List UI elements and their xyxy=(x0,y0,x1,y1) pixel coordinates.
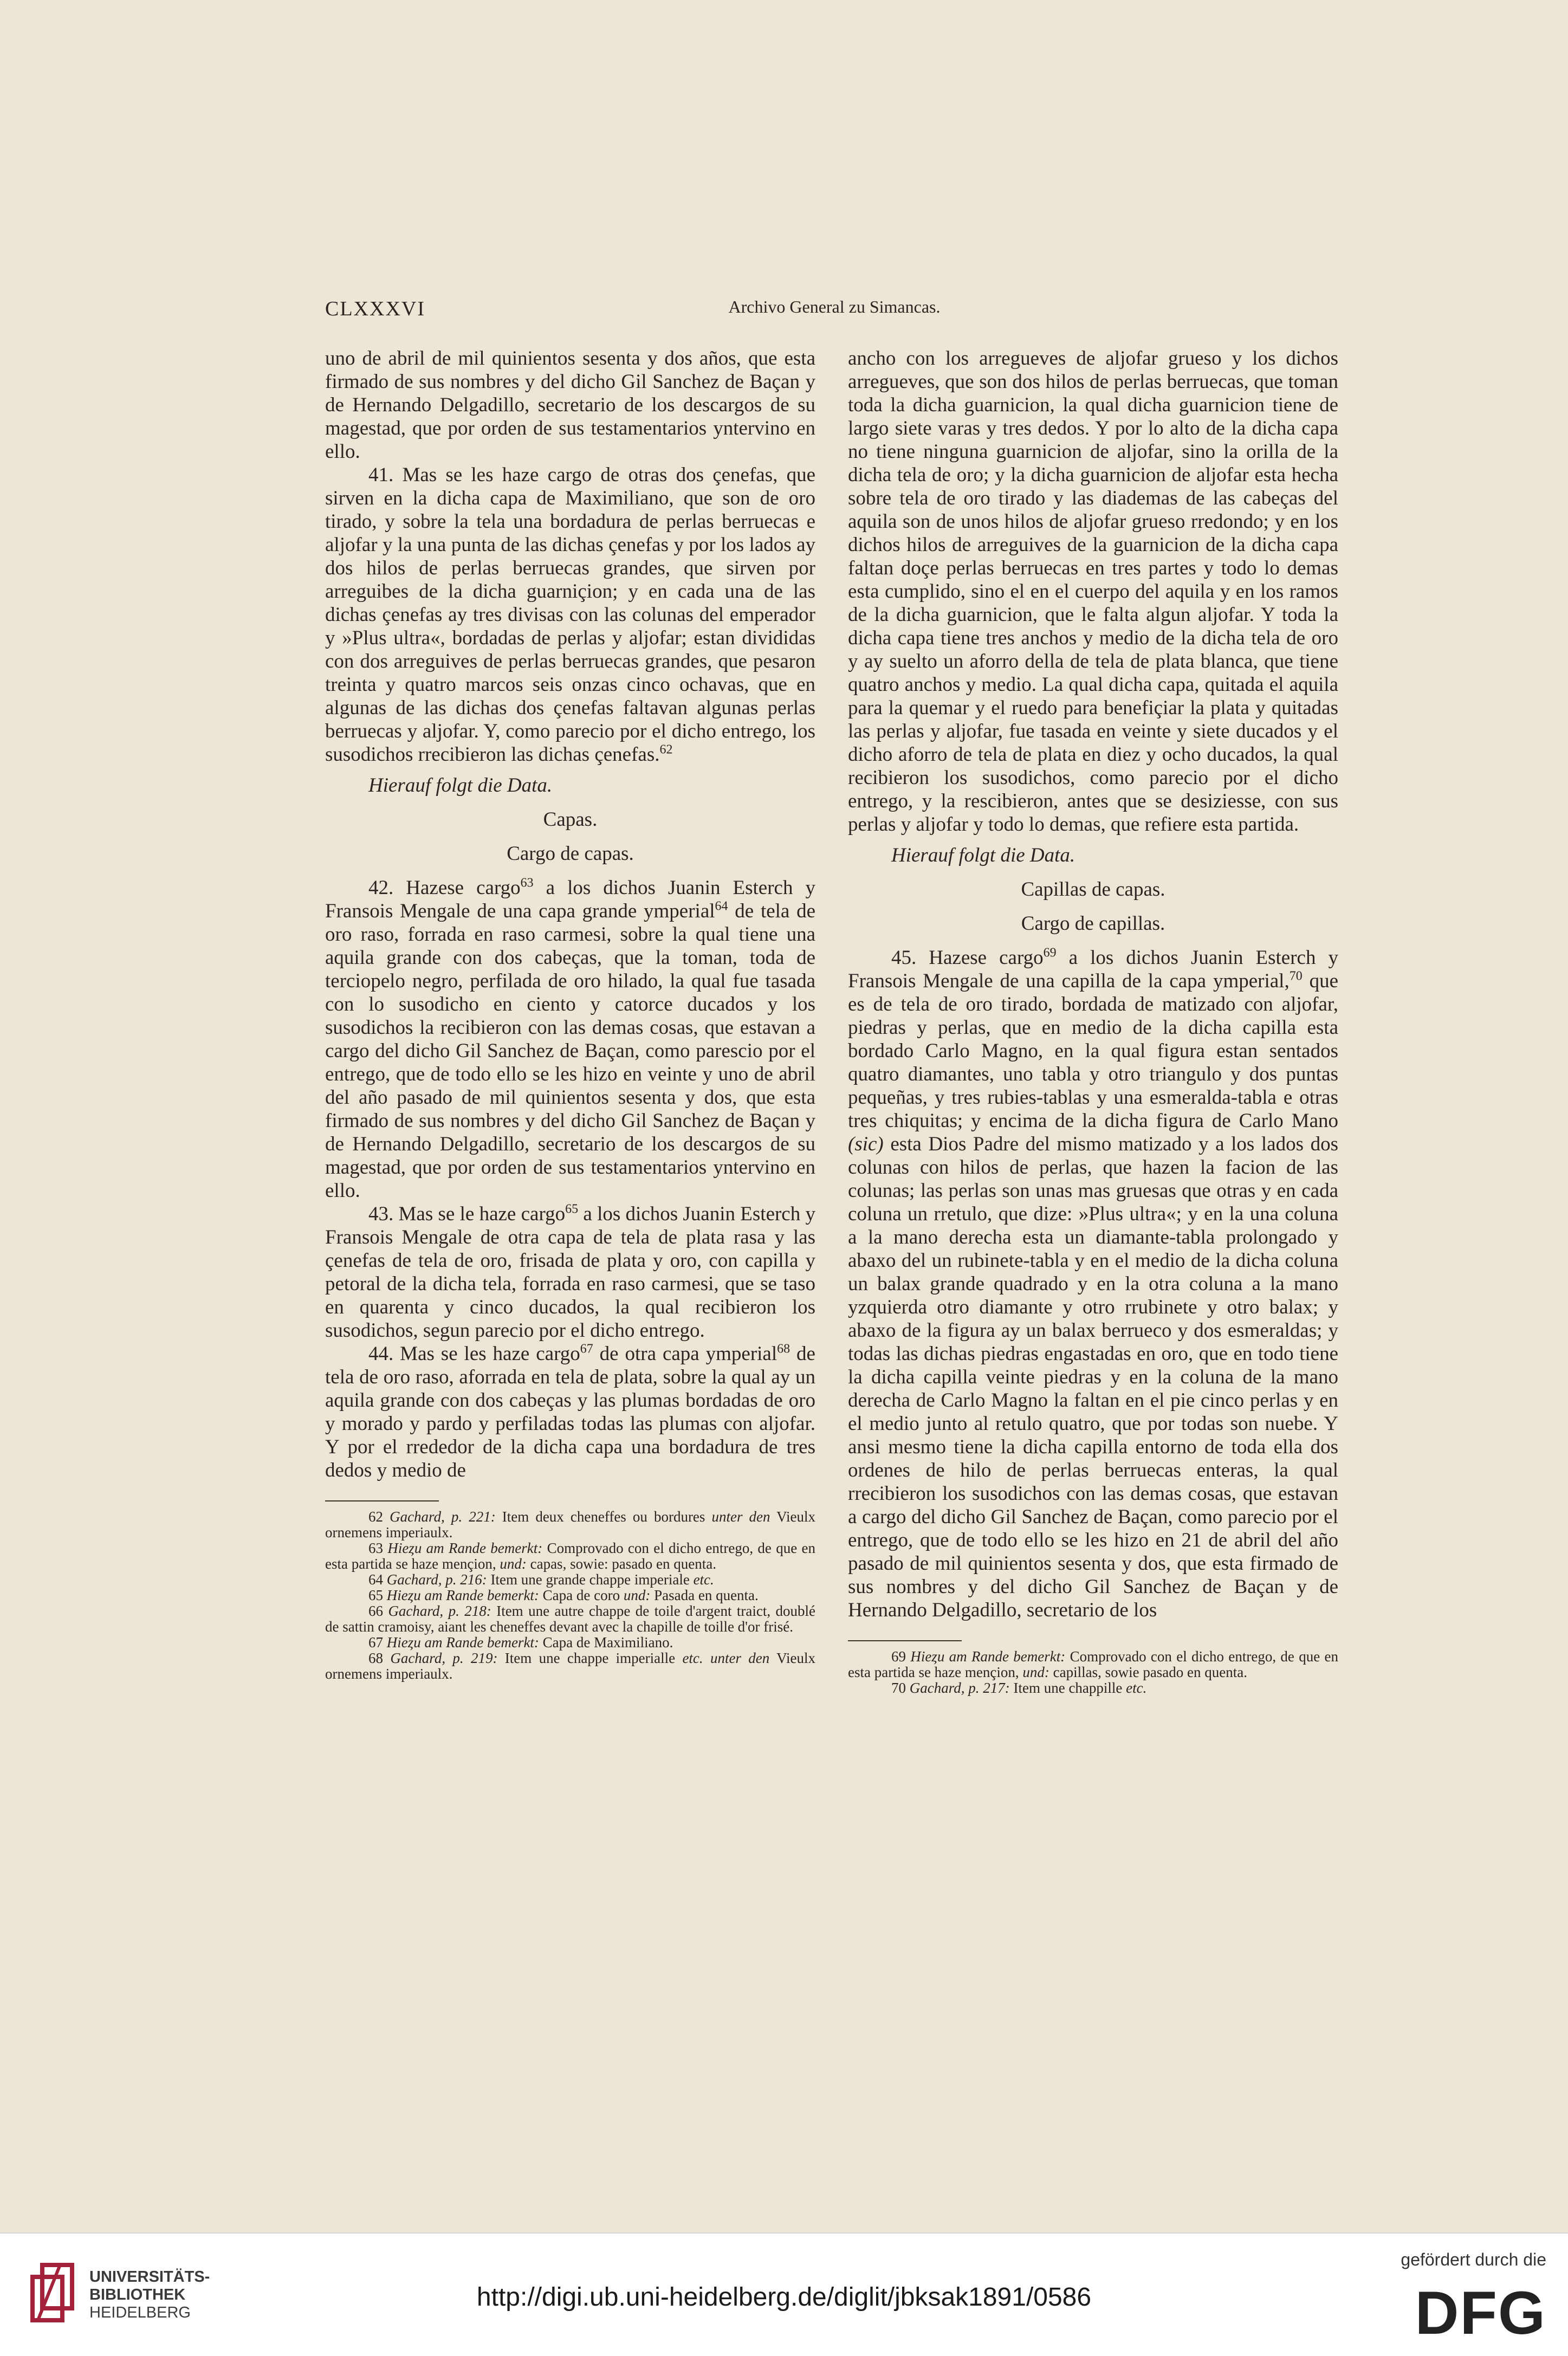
data-note: Hierauf folgt die Data. xyxy=(368,774,553,797)
viewer-footer xyxy=(0,2232,1568,2356)
dfg-logo: DFG xyxy=(1415,2279,1546,2347)
footnote: 68 Gachard, p. 219: Item une chappe imperialle etc. unter den Vieulx ornemens imperiaulx. xyxy=(325,1650,815,1682)
right-column xyxy=(848,347,1338,1696)
footnote-rule xyxy=(848,1640,962,1641)
page-number: CLXXXVI xyxy=(325,297,425,320)
footnote-rule xyxy=(325,1500,439,1501)
left-column xyxy=(325,347,815,1682)
data-note: Hierauf folgt die Data. xyxy=(891,844,1075,866)
footnote: 67 Hieȥu am Rande bemerkt: Capa de Maximiliano. xyxy=(368,1634,673,1651)
paragraph-45: 45. Hazese cargo$^{69}$ a los dichos Juanin Esterch y Fransois Mengale de una capilla de la capa ymperial,$^{70}$ que es de tela de oro tirado, bordada de matizado con aljofar, piedras y perlas, que en medio de la dicha capilla esta bordado Carlo Magno, en la qual figura estan sentados quatro diamantes, uno tabla y otro triangulo y dos puntas pequeñas, y tres rubies-tablas y una esmeralda-tabla e otras tres chiquitas; y encima de la dicha figura de Carlo Mano (sic) esta Dios Padre del mismo matizado y a los lados dos colunas con hilos de perlas, que hazen la facion de las colunas; las perlas son unas mas gruesas que otras y en cada coluna un rretulo, que dize: »Plus ultra«; y en la una coluna a la mano derecha esta un diamante-tabla prolongado y abaxo del un rubinete-tabla y en el medio de la dicha coluna un balax grande quadrado y en la otra coluna a la mano yzquierda otro diamante y otro rrubinete y otro balax; y abaxo de la figura ay un balax berrueco y dos esmeraldas; y todas las dichas piedras engastadas en oro, que en todo tiene la dicha capilla veinte piedras y en la coluna de la mano derecha de Carlo Magno la faltan en el pie cinco perlas y en el medio junto al retulo quatro, que por todas son nuebe. Y ansi mesmo tiene la dicha capilla entorno de toda ella dos ordenes de hilo de perlas berruecas enteras, la qual rrecibieron los susodichos con las demas cosas, que estavan a cargo del dicho Gil Sanchez de Baçan, como parecio por el entrego, que de todo ello se les hizo en 21 de abril del año pasado de mil quinientos sesenta y dos, que esta firmado de sus nombres y del dicho Gil Sanchez de Baçan y de Hernando Delgadillo, secretario de los xyxy=(848,946,1338,1621)
footnote-ref[interactable]: 65 xyxy=(565,1202,579,1216)
library-name: UNIVERSITÄTS- BIBLIOTHEK HEIDELBERG xyxy=(89,2268,210,2321)
footnote-ref[interactable]: 62 xyxy=(659,742,673,757)
footnote-ref[interactable]: 70 xyxy=(1289,969,1303,983)
footnote: 66 Gachard, p. 218: Item une autre chappe de toile d'argent traict, doublé de sattin cramoisy, aiant les cheneffes devant avec la chapille de toille d'or frisé. xyxy=(325,1603,816,1635)
paragraph-continued: ancho con los arregueves de aljofar grueso y los dichos arregueves, que son dos hilos de perlas berruecas, que toman toda la dicha guarnicion, la qual dicha guarnicion tiene de largo siete varas y tres dedos. Y por lo alto de la dicha capa no tiene ninguna guarnicion de aljofar, sino la orilla de la dicha tela de oro; y la dicha guarnicion de aljofar esta hecha sobre tela de oro tirado y las diademas de las cabeças del aquila son de unos hilos de aljofar grueso rredondo; y en los dichos hilos de arreguives de la guarnicion de la dicha capa faltan doçe perlas berruecas en tres partes y todo lo demas esta cumplido, sino el en el cuerpo del aquila y en los ramos de la dicha guarnicion, que le falta algun aljofar. Y toda la dicha capa tiene tres anchos y medio de la dicha tela de oro y ay suelto un aforro della de tela de plata blanca, que tiene quatro anchos y medio. La qual dicha capa, quitada el aquila para la quemar y el ruedo para benefiçiar la plata y quitadas las perlas y aljofar, fue tasada en veinte y siete ducados y el dicho aforro de tela de plata en diez y ocho ducados, la qual recibieron los susodichos, como parecio por el dicho entrego, y la rescibieron, antes que se desiziesse, con sus perlas y aljofar y todo lo demas, que refiere esta partida. xyxy=(848,347,1338,836)
running-title: Archivo General zu Simancas. xyxy=(728,297,941,316)
footnote-ref[interactable]: 67 xyxy=(580,1342,593,1356)
paragraph-continued: uno de abril de mil quinientos sesenta y dos años, que esta firmado de sus nombres y del dicho Gil Sanchez de Baçan y de Hernando Delgadillo, secretario de los descargos de su magestad, que por orden de sus testamentarios yntervino en ello. xyxy=(325,347,815,463)
footnote: 70 Gachard, p. 217: Item une chappille etc. xyxy=(891,1680,1147,1696)
running-head xyxy=(325,297,1344,329)
paragraph-43: 43. Mas se le haze cargo$^{65}$ a los dichos Juanin Esterch y Fransois Mengale de otra capa de tela de plata rasa y las çenefas de tela de oro, frisada de plata y oro, con capilla y petoral de la dicha tela, forrada en raso carmesi, que se taso en quarenta y cinco ducados, la qual recibieron los susodichos, segun parecio por el dicho entrego. xyxy=(325,1202,816,1342)
footnotes-right xyxy=(848,1649,1338,1696)
paragraph-42: 42. Hazese cargo$^{63}$ a los dichos Juanin Esterch y Fransois Mengale de una capa grande ymperial$^{64}$ de tela de oro raso, forrada en raso carmesi, sobre la qual tiene una aquila grande con dos cabeças, que la toman, toda de terciopelo negro, perfilada de oro hilado, la qual fue tasada con lo susodicho en ciento y catorce ducados y los susodichos la recibieron con las demas cosas, que estavan a cargo del dicho Gil Sanchez de Baçan, como parescio por el entrego, que de todo ello se les hizo en veinte y uno de abril del año pasado de mil quinientos sesenta y dos, que esta firmado de sus nombres y del dicho Gil Sanchez de Baçan y de Hernando Delgadillo, secretario de los descargos de su magestad, que por orden de sus testamentarios yntervino en ello. xyxy=(325,876,815,1202)
footnote: 65 Hieȥu am Rande bemerkt: Capa de coro und: Pasada en quenta. xyxy=(368,1587,759,1603)
footnote-ref[interactable]: 64 xyxy=(715,899,728,914)
footnote-ref[interactable]: 68 xyxy=(777,1342,791,1356)
paragraph-44: 44. Mas se les haze cargo$^{67}$ de otra capa ymperial$^{68}$ de tela de oro raso, aforrada en tela de plata, sobre la qual ay un aquila grande con dos cabeças y las plumas bordadas de oro y morado y pardo y perfiladas todas las plumas con aljofar. Y por el rrededor de la dicha capa una bordadura de tres dedos y medio de xyxy=(325,1342,815,1481)
subsection-heading-cargo-capas: Cargo de capas. xyxy=(507,843,634,865)
subsection-heading-cargo-capillas: Cargo de capillas. xyxy=(1021,912,1165,935)
funding-text: gefördert durch die xyxy=(1401,2250,1546,2269)
footnote: 63 Hieȥu am Rande bemerkt: Comprovado con el dicho entrego, de que en esta partida se haze mençion, und: capas, sowie: pasado en quenta. xyxy=(325,1540,816,1572)
footnote: 69 Hieȥu am Rande bemerkt: Comprovado con el dicho entrego, de que en esta partida se haze mençion, und: capillas, sowie pasado en quenta. xyxy=(848,1648,1339,1680)
permalink-url[interactable]: http://digi.ub.uni-heidelberg.de/diglit/jbksak1891/0586 xyxy=(476,2283,1092,2312)
section-heading-capillas: Capillas de capas. xyxy=(1021,878,1165,901)
section-heading-capas: Capas. xyxy=(543,808,598,831)
footnote: 64 Gachard, p. 216: Item une grande chappe imperiale etc. xyxy=(368,1571,714,1588)
footnote-ref[interactable]: 69 xyxy=(1043,946,1057,960)
footnote-ref[interactable]: 63 xyxy=(520,876,534,890)
footnotes-left xyxy=(325,1509,815,1682)
paragraph-41: 41. Mas se les haze cargo de otras dos çenefas, que sirven en la dicha capa de Maximiliano, que son de oro tirado, y sobre la tela una bordadura de perlas berruecas e aljofar y la una punta de las dichas çenefas y por los lados ay dos hilos de perlas berruecas grandes, que sirven por arreguibes de la dicha guarniçion; y en cada una de las dichas çenefas ay tres divisas con las colunas del emperador y »Plus ultra«, bordadas de perlas y aljofar; estan divididas con dos arreguives de perlas berruecas grandes, que pesaron treinta y quatro marcos seis onzas cinco ochavas, que en algunas de las dichas dos çenefas faltavan algunas perlas berruecas y aljofar. Y, como parecio por el dicho entrego, los susodichos rrecibieron las dichas çenefas.$^{62}$ xyxy=(325,464,815,766)
footnote: 62 Gachard, p. 221: Item deux cheneffes ou bordures unter den Vieulx ornemens imperiaulx. xyxy=(325,1509,815,1541)
